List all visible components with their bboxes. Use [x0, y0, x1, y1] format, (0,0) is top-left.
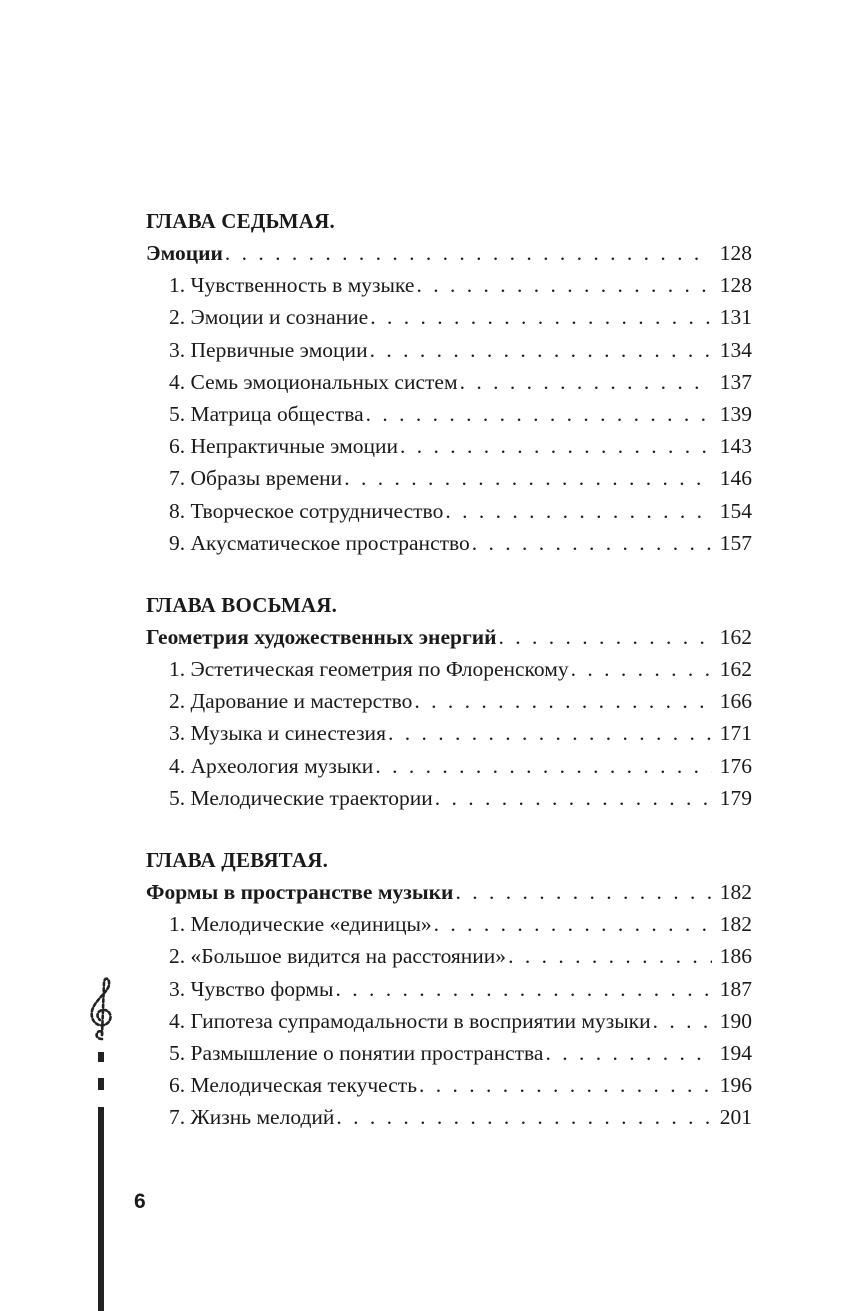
section-title: 5. Размышление о понятии пространства [169, 1040, 544, 1065]
toc-entry [146, 527, 752, 559]
page-ref: 190 [719, 1008, 752, 1033]
section-title: 1. Чувственность в музыке [169, 273, 415, 298]
dot-leader [472, 527, 712, 559]
page-ref: 143 [719, 434, 752, 459]
chapter-label: ГЛАВА ВОСЬМАЯ. [146, 592, 338, 617]
section-title: 3. Музыка и синестезия [169, 721, 386, 746]
chapter-title-row [146, 621, 752, 653]
dot-leader [370, 301, 712, 333]
toc-entry [146, 717, 752, 749]
toc-entry [146, 1005, 752, 1037]
section-title: 6. Непрактичные эмоции [169, 434, 399, 459]
section-title: 5. Мелодические траектории [169, 785, 433, 810]
section-title: 5. Матрица общества [169, 401, 364, 426]
page-ref: 194 [719, 1040, 752, 1065]
bar-segment [98, 1052, 104, 1062]
dot-leader [545, 1037, 712, 1069]
dot-leader [653, 1005, 712, 1037]
chapter-7 [146, 205, 752, 559]
chapter-label: ГЛАВА СЕДЬМАЯ. [146, 209, 335, 233]
page-number: 6 [134, 1190, 146, 1213]
dot-leader [370, 334, 712, 366]
page-ref: 131 [719, 305, 752, 330]
dot-leader [508, 940, 712, 972]
dot-leader [366, 398, 712, 430]
chapter-title: Эмоции [146, 241, 223, 265]
page-ref: 166 [719, 689, 752, 714]
section-title: 3. Чувство формы [169, 976, 334, 1001]
page-ref: 176 [719, 753, 752, 778]
dot-leader [455, 876, 712, 908]
page-ref: 139 [719, 401, 752, 426]
toc-entry [146, 973, 752, 1005]
dot-leader [375, 750, 712, 782]
page-ref: 128 [719, 273, 752, 298]
dot-leader [388, 717, 712, 749]
toc-entry [146, 366, 752, 398]
page-ref: 154 [719, 498, 752, 523]
dot-leader [416, 269, 712, 301]
table-of-contents [146, 205, 752, 1164]
dot-leader [434, 908, 712, 940]
toc-entry [146, 1069, 752, 1101]
chapter-8 [146, 589, 752, 814]
section-title: 4. Семь эмоциональных систем [169, 369, 458, 394]
toc-entry [146, 269, 752, 301]
toc-entry [146, 1037, 752, 1069]
dot-leader [414, 685, 712, 717]
toc-entry [146, 462, 752, 494]
section-title: 1. Мелодические «единицы» [169, 912, 432, 937]
page-ref: 201 [719, 1105, 752, 1130]
toc-entry [146, 940, 752, 972]
toc-entry [146, 685, 752, 717]
section-title: 2. «Большое видится на расстоянии» [169, 944, 507, 969]
dot-leader [435, 782, 712, 814]
page-ref: 182 [719, 912, 752, 937]
section-title: 3. Первичные эмоции [169, 337, 368, 362]
chapter-title: Геометрия художественных энергий [146, 624, 497, 649]
toc-entry [146, 334, 752, 366]
page-ref: 134 [719, 337, 752, 362]
page-ref: 187 [719, 976, 752, 1001]
bar-segment [98, 1107, 104, 1311]
toc-entry [146, 430, 752, 462]
section-title: 7. Образы времени [169, 466, 343, 491]
dot-leader [445, 495, 712, 527]
section-title: 9. Акусматическое пространство [169, 530, 470, 555]
chapter-title-row [146, 237, 752, 269]
toc-entry [146, 653, 752, 685]
treble-clef-icon [84, 975, 120, 1045]
toc-entry [146, 1101, 752, 1133]
section-title: 8. Творческое сотрудничество [169, 498, 444, 523]
dot-leader [335, 973, 712, 1005]
dot-leader [400, 430, 712, 462]
dot-leader [344, 462, 712, 494]
page-ref: 157 [719, 530, 752, 555]
page-ref: 137 [719, 369, 752, 394]
chapter-title: Формы в пространстве музыки [146, 880, 454, 904]
toc-entry [146, 908, 752, 940]
page-ref: 162 [719, 657, 752, 682]
section-title: 2. Эмоции и сознание [169, 305, 369, 330]
page-ref: 162 [719, 624, 752, 649]
section-title: 1. Эстетическая геометрия по Флоренскому [169, 657, 569, 682]
dot-leader [419, 1069, 712, 1101]
chapter-9 [146, 844, 752, 1134]
dot-leader [571, 653, 712, 685]
toc-entry [146, 495, 752, 527]
dot-leader [498, 621, 712, 653]
section-title: 2. Дарование и мастерство [169, 689, 413, 714]
page-ref: 196 [719, 1073, 752, 1098]
page-ref: 146 [719, 466, 752, 491]
page-ref: 128 [719, 241, 752, 265]
page-ref: 171 [719, 721, 752, 746]
dot-leader [460, 366, 712, 398]
toc-entry [146, 398, 752, 430]
section-title: 4. Археология музыки [169, 753, 374, 778]
section-title: 7. Жизнь мелодий [169, 1105, 335, 1130]
section-title: 4. Гипотеза супрамодальности в восприятии музыки [169, 1008, 651, 1033]
toc-entry [146, 782, 752, 814]
chapter-label: ГЛАВА ДЕВЯТАЯ. [146, 848, 329, 872]
page-ref: 186 [719, 944, 752, 969]
bar-segment [98, 1078, 104, 1090]
toc-entry [146, 750, 752, 782]
chapter-title-row [146, 876, 752, 908]
dot-leader [225, 237, 712, 269]
page-ref: 179 [719, 785, 752, 810]
dot-leader [336, 1101, 712, 1133]
page-ref: 182 [719, 880, 752, 904]
toc-entry [146, 301, 752, 333]
margin-decoration [84, 975, 120, 1311]
section-title: 6. Мелодическая текучесть [169, 1073, 418, 1098]
